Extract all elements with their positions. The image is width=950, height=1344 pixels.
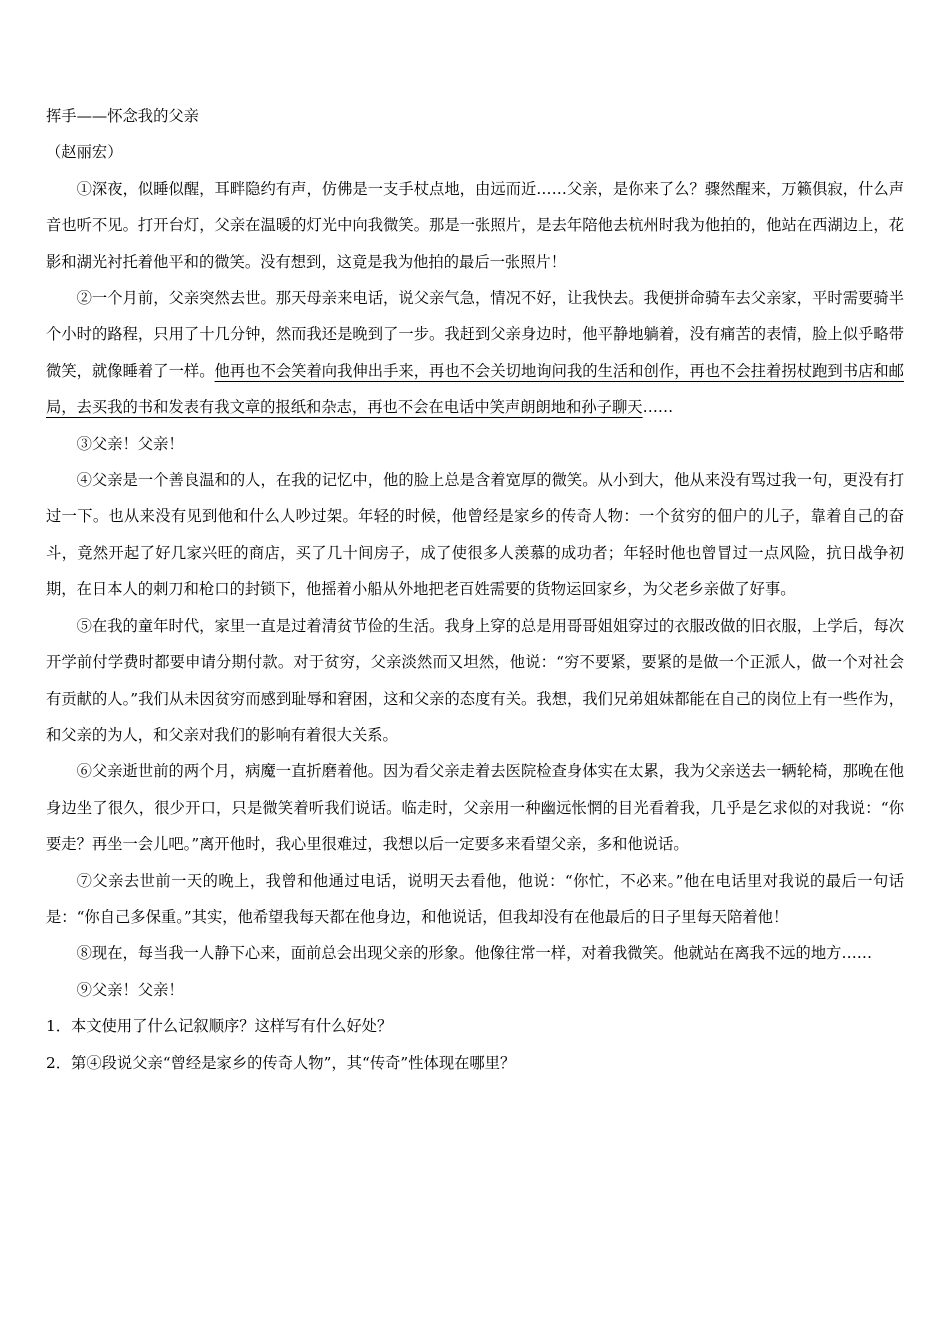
article-title: 挥手——怀念我的父亲	[46, 107, 199, 125]
article-author: （赵丽宏）	[46, 143, 123, 162]
paragraph-2-text: ②一个月前，父亲突然去世。那天母亲来电话，说父亲气急，情况不好，让我快去。我便拼命骑车去父亲家，平时需要骑半个小时的路程，只用了十几分钟，然而我还是晚到了一步。我赶到父亲身边时，他平静地躺着，没有痛苦的表情，脸上似乎略带微笑，就像睡着了一样。	[46, 289, 904, 380]
article-body	[46, 98, 904, 1081]
paragraph-4: ④父亲是一个善良温和的人，在我的记忆中，他的脸上总是含着宽厚的微笑。从小到大，他从来没有骂过我一句，更没有打过一下。也从来没有见到他和什么人吵过架。年轻的时候，他曾经是家乡的传奇人物：一个贫穷的佃户的儿子，靠着自己的奋斗，竟然开起了好几家兴旺的商店，买了几十间房子，成了使很多人羡慕的成功者；年轻时他也曾冒过一点风险，抗日战争初期，在日本人的刺刀和枪口的封锁下，他摇着小船从外地把老百姓需要的货物运回家乡，为父老乡亲做了好事。	[46, 471, 904, 599]
paragraph-8: ⑧现在，每当我一人静下心来，面前总会出现父亲的形象。他像往常一样，对着我微笑。他就站在离我不远的地方……	[76, 944, 873, 963]
paragraph-6: ⑥父亲逝世前的两个月，病魔一直折磨着他。因为看父亲走着去医院检查身体实在太累，我为父亲送去一辆轮椅，那晚在他身边坐了很久，很少开口，只是微笑着听我们说话。临走时，父亲用一种幽远怅惘的目光看着我，几乎是乞求似的对我说：“你要走？再坐一会儿吧。”离开他时，我心里很难过，我想以后一定要多来看望父亲，多和他说话。	[46, 762, 904, 854]
question-2: 2．第④段说父亲“曾经是家乡的传奇人物”，其“传奇”性体现在哪里？	[46, 1053, 516, 1072]
paragraph-1: ①深夜，似睡似醒，耳畔隐约有声，仿佛是一支手杖点地，由远而近……父亲，是你来了么？骤然醒来，万籁俱寂，什么声音也听不见。打开台灯，父亲在温暖的灯光中向我微笑。那是一张照片，是去年陪他去杭州时我为他拍的，他站在西湖边上，花影和湖光衬托着他平和的微笑。没有想到，这竟是我为他拍的最后一张照片！	[46, 179, 904, 271]
paragraph-2-ellipsis: ……	[642, 398, 674, 417]
paragraph-7: ⑦父亲去世前一天的晚上，我曾和他通过电话，说明天去看他，他说：“你忙，不必来。”他在电话里对我说的最后一句话是：“你自己多保重。”其实，他希望我每天都在他身边，和他说话，但我却没有在他最后的日子里每天陪着他！	[46, 871, 904, 926]
paragraph-9: ⑨父亲！父亲！	[76, 980, 184, 999]
question-1: 1．本文使用了什么记叙顺序？这样写有什么好处？	[46, 1017, 393, 1036]
paragraph-2	[46, 280, 904, 426]
paragraph-2-underlined-sentence: 他再也不会笑着向我伸出手来，再也不会关切地询问我的生活和创作，再也不会拄着拐杖跑到书店和邮局，去买我的书和发表有我文章的报纸和杂志，再也不会在电话中笑声朗朗地和孙子聊天	[46, 361, 904, 417]
paragraph-5: ⑤在我的童年时代，家里一直是过着清贫节俭的生活。我身上穿的总是用哥哥姐姐穿过的衣服改做的旧衣服，上学后，每次开学前付学费时都要申请分期付款。对于贫穷，父亲淡然而又坦然，他说：“穷不要紧，要紧的是做一个正派人，做一个对社会有贡献的人。”我们从未因贫穷而感到耻辱和窘困，这和父亲的态度有关。我想，我们兄弟姐妹都能在自己的岗位上有一些作为，和父亲的为人，和父亲对我们的影响有着很大关系。	[46, 616, 904, 744]
paragraph-3: ③父亲！父亲！	[76, 434, 184, 453]
